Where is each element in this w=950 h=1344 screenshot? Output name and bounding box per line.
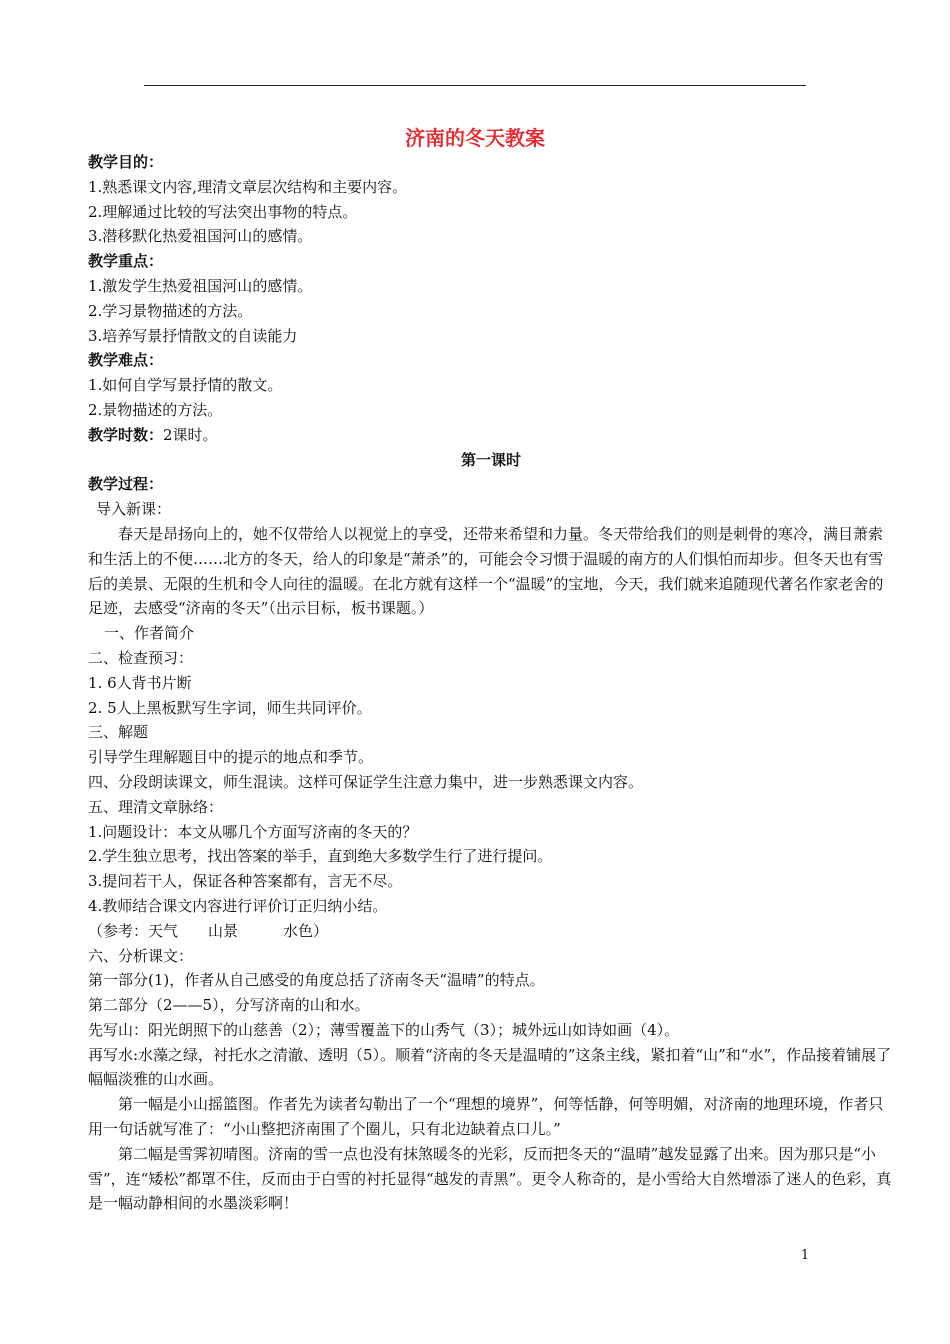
step-item: 三、解题	[88, 723, 149, 742]
step-item: 第一部分(1)，作者从自己感受的角度总括了济南冬天“温晴”的特点。	[88, 971, 545, 990]
step-item: 2.学生独立思考，找出答案的举手，直到绝大多数学生行了进行提问。	[88, 847, 553, 866]
step-item: （参考：天气 山景 水色）	[88, 921, 329, 940]
step-item: 五、理清文章脉络：	[88, 797, 224, 816]
lesson-heading: 第一课时	[460, 450, 521, 469]
objective-item: 1.熟悉课文内容,理清文章层次结构和主要内容。	[88, 177, 408, 196]
step-item: 4.教师结合课文内容进行评价订正归纳小结。	[88, 896, 388, 915]
process-heading: 教学过程：	[88, 475, 164, 494]
key-point-item: 1.激发学生热爱祖国河山的感情。	[88, 276, 313, 295]
hours-value: 2课时。	[163, 425, 218, 444]
body-paragraph: 第一幅是小山摇篮图。作者先为读者勾勒出了一个“理想的境界”，何等恬静，何等明媚，对济南的地理环境，作者只用一句话就写准了：“小山整把济南围了个圈儿，只有北边缺着点口儿。”	[88, 1095, 884, 1139]
difficulty-item: 2.景物描述的方法。	[88, 400, 223, 419]
objectives-heading: 教学目的：	[88, 153, 164, 171]
step-item: 1. 6人背书片断	[88, 673, 192, 692]
difficulty-item: 1.如何自学写景抒情的散文。	[88, 376, 283, 395]
document-body	[88, 150, 894, 1216]
step-item: 先写山：阳光朗照下的山慈善（2）；薄雪覆盖下的山秀气（3）；城外远山如诗如画（4）。	[88, 1020, 680, 1039]
step-item: 3.提问若干人，保证各种答案都有，言无不尽。	[88, 872, 403, 891]
hours-label: 教学时数：	[88, 425, 164, 444]
step-author-intro: 一、作者简介	[104, 624, 195, 643]
intro-label: 导入新课：	[96, 500, 172, 519]
intro-paragraph: 春天是昂扬向上的，她不仅带给人以视觉上的享受，还带来希望和力量。冬天带给我们的则是刺骨的寒冷，满目萧索和生活上的不便……北方的冬天，给人的印象是“萧杀”的，可能会令习惯于温暖的南方的人们惧怕而却步。但冬天也有雪后的美景、无限的生机和令人向往的温暖。在北方就有这样一个“温暖”的宝地，今天，我们就来追随现代著名作家老舍的足迹，去感受“济南的冬天”（出示目标，板书课题。）	[88, 524, 884, 618]
key-point-item: 2.学习景物描述的方法。	[88, 301, 253, 320]
header-rule	[144, 85, 806, 86]
teaching-hours	[88, 423, 894, 448]
step-item: 六、分析课文：	[88, 946, 194, 965]
step-item: 2. 5人上黑板默写生字词，师生共同评价。	[88, 698, 372, 717]
key-points-heading: 教学重点：	[88, 252, 164, 271]
objective-item: 3.潜移默化热爱祖国河山的感情。	[88, 227, 313, 246]
difficulties-heading: 教学难点：	[88, 351, 164, 370]
step-item: 引导学生理解题目中的提示的地点和季节。	[88, 748, 374, 767]
body-paragraph: 第二幅是雪霁初晴图。济南的雪一点也没有抹煞暖冬的光彩，反而把冬天的“温晴”越发显露了出来。因为那只是“小雪”，连“矮松”都罩不住，反而由于白雪的衬托显得“越发的青黑”。更令人称奇的，是小雪给大自然增添了迷人的色彩，真是一幅动静相间的水墨淡彩啊！	[88, 1144, 892, 1213]
step-item: 四、分段朗读课文，师生混读。这样可保证学生注意力集中，进一步熟悉课文内容。	[88, 772, 644, 791]
objective-item: 2.理解通过比较的写法突出事物的特点。	[88, 202, 358, 221]
page-number: 1	[800, 1248, 810, 1263]
body-paragraph: 再写水:水藻之绿，衬托水之清澈、透明（5）。顺着“济南的冬天是温晴的”这条主线，紧扣着“山”和“水”，作品接着铺展了幅幅淡雅的山水画。	[88, 1045, 892, 1089]
step-item: 1.问题设计：本文从哪几个方面写济南的冬天的？	[88, 822, 418, 841]
step-item: 二、检查预习：	[88, 648, 194, 667]
step-item: 第二部分（2——5），分写济南的山和水。	[88, 996, 370, 1015]
key-point-item: 3.培养写景抒情散文的自读能力	[88, 326, 298, 345]
document-title: 济南的冬天教案	[405, 126, 545, 150]
